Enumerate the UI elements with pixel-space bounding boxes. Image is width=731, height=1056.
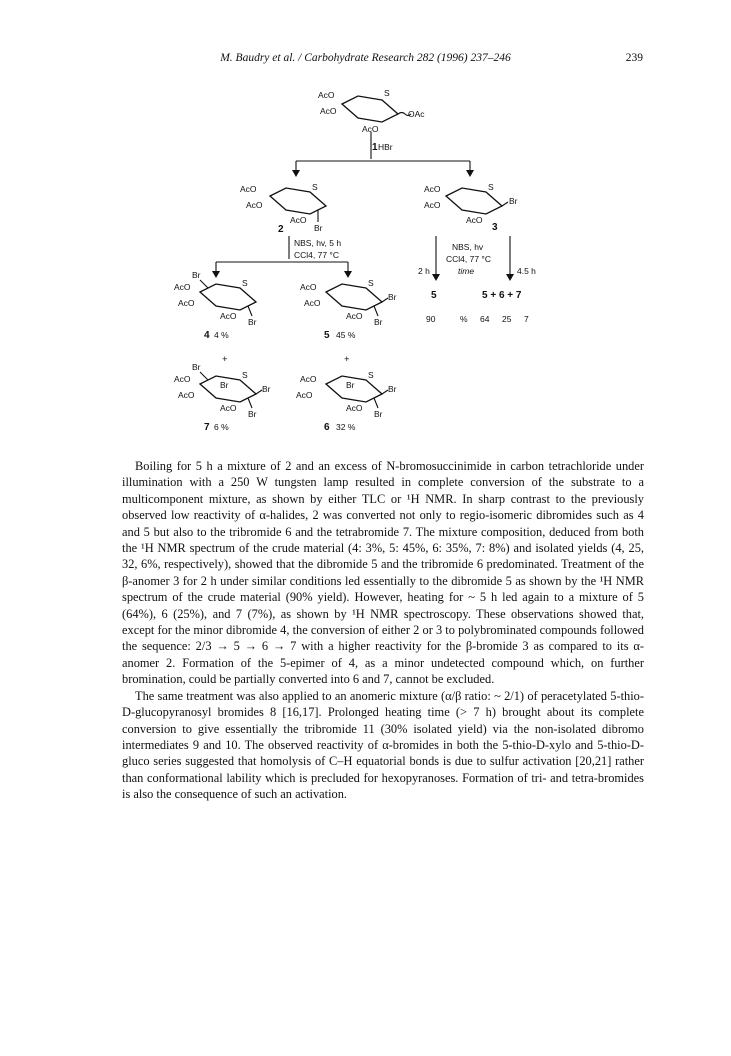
c7-br-bond: [248, 398, 252, 408]
time-45h: 4.5 h: [517, 266, 536, 276]
c7-label: 7: [204, 422, 210, 433]
c2-br: Br: [314, 223, 323, 233]
c5-aco-low: AcO: [346, 311, 363, 321]
c5-br-bond: [374, 306, 378, 316]
c7-yield: 6 %: [214, 422, 229, 432]
c2-s: S: [312, 182, 318, 192]
c4-aco-mid: AcO: [178, 298, 195, 308]
c3-aco-mid: AcO: [424, 200, 441, 210]
c6-s: S: [368, 370, 374, 380]
paragraph-2: The same treatment was also applied to an anomeric mixture (α/β ratio: ~ 2/1) of peracetylated 5-thio-D-glucopyranosyl bromides 8 [16,17]. Prolonged heating time (> 7 h) brought about its complete conversion to give essentially the tribromide 11 (30% isolated yield) via the non-isolated dibromo intermediates 9 and 10. The observed reactivity of α-bromides in both the 5-thio-D-xylo and 5-thio-D-gluco series suggested that homolysis of C–H equatorial bonds is due to sulfur activation [20,21] rather than conformational lability which is precluded for hexopyranoses. Formation of tri- and tetra-bromides is also the consequence of such an activation.: [122, 688, 644, 802]
c1-oac: OAc: [408, 109, 425, 119]
table-col-mix: 5 + 6 + 7: [482, 290, 522, 301]
arrowhead-to-4: [212, 271, 220, 278]
arrowhead-to-3: [466, 170, 474, 177]
table-7: 7: [524, 314, 529, 324]
compound-2: [240, 182, 326, 235]
body-text: [122, 458, 644, 803]
c4-s: S: [242, 278, 248, 288]
compound-5: [300, 278, 397, 341]
compound-1: [318, 88, 425, 153]
plus-right: +: [344, 354, 350, 365]
c7-br: Br: [248, 409, 257, 419]
c6-aco-top: AcO: [300, 374, 317, 384]
c6-label: 6: [324, 422, 330, 433]
compound-6: [296, 370, 397, 433]
compound-7: [174, 362, 271, 433]
c5-yield: 45 %: [336, 330, 356, 340]
c7-br-mid: Br: [220, 380, 229, 390]
arrowhead-to-2: [292, 170, 300, 177]
c2-aco-low: AcO: [290, 215, 307, 225]
c2-aco-top: AcO: [240, 184, 257, 194]
hbr-label: HBr: [378, 142, 393, 152]
c6-aco-mid: AcO: [296, 390, 313, 400]
c6-br-bond: [374, 398, 378, 408]
c5-br: Br: [374, 317, 383, 327]
c4-br-bond: [248, 306, 252, 316]
nbs-right-1: NBS, hv: [452, 242, 484, 252]
c2-aco-mid: AcO: [246, 200, 263, 210]
scheme-svg: [0, 76, 731, 446]
c4-aco-top: AcO: [174, 282, 191, 292]
c1-aco-low: AcO: [362, 124, 379, 134]
c5-aco-top: AcO: [300, 282, 317, 292]
c6-br-mid: Br: [346, 380, 355, 390]
plus-left: +: [222, 354, 228, 365]
c3-aco-top: AcO: [424, 184, 441, 194]
c5-label: 5: [324, 330, 330, 341]
table-pct: %: [460, 314, 468, 324]
c1-aco-top: AcO: [318, 90, 335, 100]
c3-br: Br: [509, 196, 518, 206]
c4-yield: 4 %: [214, 330, 229, 340]
arrowhead-2h: [432, 274, 440, 281]
c7-aco-top: AcO: [174, 374, 191, 384]
c5-br-right: Br: [388, 292, 397, 302]
reaction-scheme: [0, 76, 731, 446]
c2-label: 2: [278, 224, 284, 235]
c4-br-top: Br: [192, 270, 201, 280]
compound-3: [424, 182, 518, 233]
paragraph-1: Boiling for 5 h a mixture of 2 and an excess of N-bromosuccinimide in carbon tetrachloride under illumination with a 250 W tungsten lamp resulted in complete conversion of the substrate to a multicomponent mixture, as shown by either TLC or ¹H NMR. In sharp contrast to the previously observed low reactivity of α-halides, 2 was converted not only to regio-isomeric dibromides such as 4 and 5 but also to the tribromide 6 and the tetrabromide 7. The mixture composition, deduced from both the ¹H NMR spectrum of the crude material (4: 3%, 5: 45%, 6: 35%, 7: 8%) and isolated yields (4, 25, 32, 6%, respectively), showed that the dibromide 5 and the tribromide 6 predominated. Treatment of the β-anomer 3 for 2 h under similar conditions led essentially to the dibromide 5 as shown by the ¹H NMR spectrum of the crude material (90% yield). However, heating for ~ 5 h led again to a mixture of 5 (64%), 6 (25%), and 7 (7%), as shown by ¹H NMR spectroscopy. These observations showed that, except for the minor dibromide 4, the conversion of either 2 or 3 to polybrominated compounds followed the sequence: 2/3 → 5 → 6 → 7 with a higher reactivity for the β-bromide 3 as compared to its α-anomer 2. Formation of the 5-epimer of 4, as a minor undetected compound which, on further bromination, could be partially converted into 6 and 7, cannot be excluded.: [122, 459, 644, 687]
c4-br: Br: [248, 317, 257, 327]
c4-br-top-bond: [200, 280, 208, 288]
arrowhead-to-5: [344, 271, 352, 278]
c4-aco-low: AcO: [220, 311, 237, 321]
ring-1: [342, 96, 398, 122]
table-90: 90: [426, 314, 436, 324]
nbs-left-1: NBS, hv, 5 h: [294, 238, 342, 248]
c7-aco-low: AcO: [220, 403, 237, 413]
running-head: M. Baudry et al. / Carbohydrate Research 282 (1996) 237–246: [220, 52, 511, 64]
time-label: time: [458, 266, 475, 276]
c1-aco-mid: AcO: [320, 106, 337, 116]
c3-aco-low: AcO: [466, 215, 483, 225]
c3-s: S: [488, 182, 494, 192]
table-64: 64: [480, 314, 490, 324]
nbs-left-2: CCl4, 77 °C: [294, 250, 339, 260]
c6-yield: 32 %: [336, 422, 356, 432]
c3-label: 3: [492, 222, 498, 233]
page-header: [0, 52, 731, 70]
time-2h: 2 h: [418, 266, 430, 276]
arrowhead-45h: [506, 274, 514, 281]
c6-br: Br: [374, 409, 383, 419]
nbs-right-2: CCl4, 77 °C: [446, 254, 491, 264]
c6-br-right: Br: [388, 384, 397, 394]
c5-aco-mid: AcO: [304, 298, 321, 308]
table-25: 25: [502, 314, 512, 324]
c7-br-top-bond: [200, 372, 208, 380]
c7-br-right: Br: [262, 384, 271, 394]
c7-aco-mid: AcO: [178, 390, 195, 400]
c6-aco-low: AcO: [346, 403, 363, 413]
compound-4: [174, 270, 257, 341]
c4-label: 4: [204, 330, 210, 341]
c7-br-top: Br: [192, 362, 201, 372]
c5-s: S: [368, 278, 374, 288]
c3-br-bond: [502, 202, 508, 206]
c1-label: 1: [372, 142, 378, 153]
table-col-5: 5: [431, 290, 437, 301]
c1-s: S: [384, 88, 390, 98]
page-number: 239: [625, 52, 643, 64]
c7-s: S: [242, 370, 248, 380]
